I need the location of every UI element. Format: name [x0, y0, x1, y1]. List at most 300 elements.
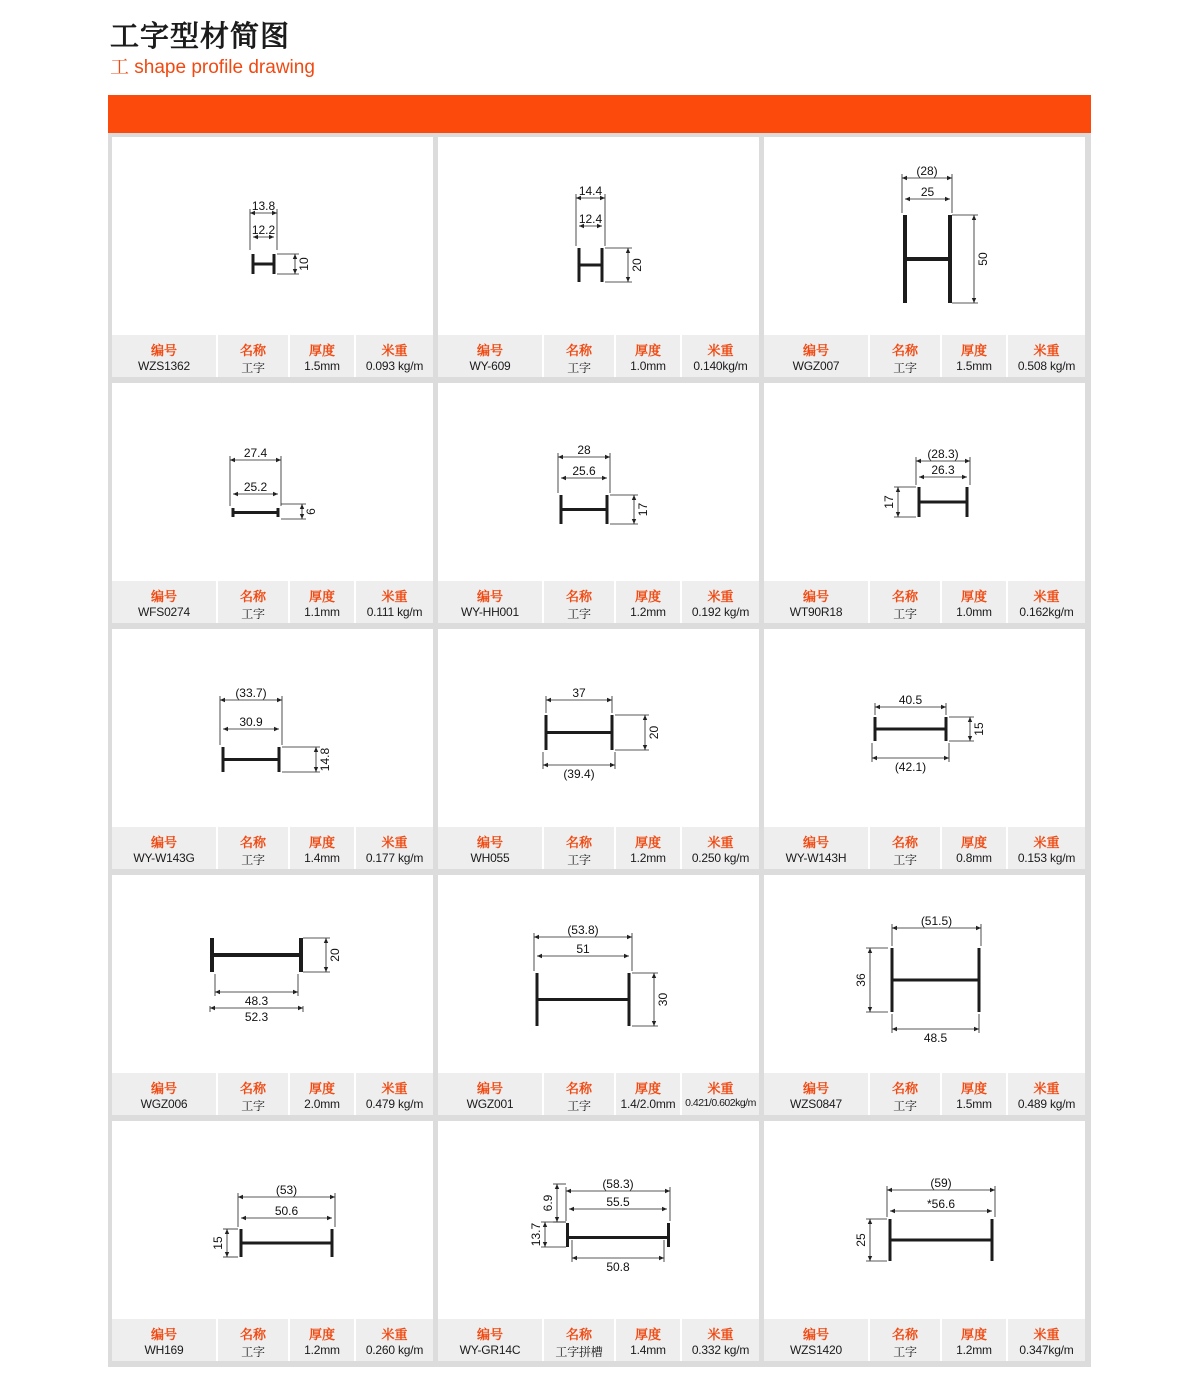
spec-thickness-cell	[616, 1319, 680, 1361]
spec-name-cell	[544, 827, 614, 869]
spec-code-value: WGZ006	[140, 1097, 188, 1111]
spec-thickness-label: 厚度	[634, 1328, 661, 1343]
profile-card	[438, 383, 759, 623]
profile-card	[112, 1121, 433, 1361]
spec-weight-cell	[682, 1319, 759, 1361]
dimension-arrow	[632, 495, 636, 500]
dimension-label: (58.3)	[602, 1177, 634, 1191]
dimension-label: 25	[854, 1233, 868, 1247]
dimension-arrow	[905, 197, 910, 201]
spec-name-value: 工字	[567, 361, 591, 375]
spec-weight-value: 0.250 kg/m	[691, 851, 750, 865]
profile-card	[764, 629, 1085, 869]
dimension-arrow	[896, 487, 900, 492]
spec-name-cell	[218, 335, 288, 377]
dimension-arrow	[569, 1207, 574, 1211]
spec-name-value: 工字	[241, 1099, 265, 1113]
dimension-label: 20	[328, 948, 342, 962]
dimension-label: 25	[920, 185, 935, 199]
spec-code-value: WZS1420	[790, 1343, 842, 1357]
dimension-label: 17	[636, 502, 650, 517]
dimension-arrow	[896, 512, 900, 517]
profile-drawing	[438, 629, 759, 827]
spec-thickness-cell	[290, 335, 354, 377]
profile-web	[241, 1242, 332, 1245]
spec-thickness-cell	[290, 1319, 354, 1361]
spec-name-label: 名称	[565, 344, 592, 359]
spec-name-cell	[870, 1319, 940, 1361]
spec-weight-value: 0.093 kg/m	[365, 359, 424, 373]
dimension-label: 15	[972, 722, 986, 736]
spec-row	[764, 1073, 1085, 1115]
spec-name-cell	[870, 1073, 940, 1115]
spec-weight-cell	[1008, 335, 1085, 377]
profile-web	[233, 511, 278, 514]
profile-web	[566, 1236, 670, 1239]
spec-code-label: 编号	[802, 590, 829, 605]
dimension-arrow	[974, 1027, 979, 1031]
spec-weight-cell	[356, 1319, 433, 1361]
header-accent-bar	[108, 95, 1091, 133]
spec-code-label: 编号	[476, 1328, 503, 1343]
dimension-arrow	[945, 197, 950, 201]
spec-thickness-value: 1.4mm	[630, 1343, 666, 1357]
dimension-label: 48.5	[923, 1031, 948, 1045]
spec-row	[438, 827, 759, 869]
spec-weight-label: 米重	[1033, 1082, 1060, 1097]
spec-weight-value: 0.332 kg/m	[691, 1343, 750, 1357]
spec-thickness-cell	[616, 335, 680, 377]
spec-weight-value: 0.347kg/m	[1019, 1343, 1074, 1357]
spec-row	[112, 827, 433, 869]
spec-thickness-cell	[942, 335, 1006, 377]
spec-name-cell	[544, 1073, 614, 1115]
spec-name-label: 名称	[565, 836, 592, 851]
spec-code-label: 编号	[150, 1328, 177, 1343]
spec-row	[764, 827, 1085, 869]
spec-weight-cell	[356, 1073, 433, 1115]
dimension-arrow	[868, 1256, 872, 1261]
dimension-label: 20	[630, 258, 644, 272]
profile-flange	[566, 1223, 569, 1247]
profile-web	[223, 758, 279, 761]
profile-web	[890, 1239, 992, 1242]
spec-name-value: 工字	[893, 607, 917, 621]
dimension-label: (53.8)	[567, 923, 599, 937]
spec-thickness-value: 1.5mm	[304, 359, 340, 373]
dimension-arrow	[215, 990, 220, 994]
dimension-arrow	[902, 176, 907, 180]
spec-name-cell	[218, 1319, 288, 1361]
spec-thickness-label: 厚度	[308, 590, 335, 605]
dimension-arrow	[916, 459, 921, 463]
profile-card	[764, 1121, 1085, 1361]
profile-card	[112, 875, 433, 1115]
spec-weight-value: 0.177 kg/m	[365, 851, 424, 865]
dimension-arrow	[558, 455, 563, 459]
dimension-arrow	[210, 1006, 215, 1010]
spec-name-label: 名称	[565, 1328, 592, 1343]
spec-weight-label: 米重	[707, 1328, 734, 1343]
profile-card	[112, 629, 433, 869]
dimension-label: 25.6	[572, 464, 596, 478]
dimension-arrow	[555, 1184, 559, 1189]
dimension-label: 37	[572, 686, 586, 700]
spec-thickness-value: 1.2mm	[630, 851, 666, 865]
spec-name-value: 工字	[241, 1345, 265, 1359]
spec-row	[438, 581, 759, 623]
spec-code-label: 编号	[802, 1082, 829, 1097]
dimension-label: 12.2	[251, 223, 276, 237]
spec-weight-value: 0.192 kg/m	[691, 605, 750, 619]
dimension-arrow	[220, 698, 225, 702]
dimension-arrow	[273, 492, 278, 496]
dimension-arrow	[624, 954, 629, 958]
dimension-label: 55.5	[606, 1195, 630, 1209]
profile-drawing	[112, 875, 433, 1073]
spec-code-cell	[438, 581, 542, 623]
dimension-arrow	[987, 1209, 992, 1213]
spec-code-value: WY-609	[469, 359, 511, 373]
dimension-arrow	[868, 1007, 872, 1012]
spec-name-value: 工字	[893, 1099, 917, 1113]
profile-card	[112, 383, 433, 623]
spec-thickness-label: 厚度	[960, 1328, 987, 1343]
dimension-label: 20	[647, 725, 661, 740]
spec-name-value: 工字	[567, 853, 591, 867]
profile-drawing	[764, 629, 1085, 827]
spec-weight-label: 米重	[381, 1082, 408, 1097]
spec-weight-value: 0.421/0.602kg/m	[685, 1097, 756, 1109]
spec-thickness-cell	[290, 1073, 354, 1115]
spec-weight-label: 米重	[1033, 590, 1060, 605]
profile-card	[438, 1121, 759, 1361]
dimension-label: (39.4)	[563, 767, 595, 781]
dimension-label: 14.4	[578, 184, 603, 198]
spec-name-cell	[218, 1073, 288, 1115]
dimension-arrow	[659, 1256, 664, 1260]
spec-weight-label: 米重	[1033, 344, 1060, 359]
dimension-label: (33.7)	[235, 686, 267, 700]
spec-name-label: 名称	[891, 836, 918, 851]
spec-code-cell	[764, 581, 868, 623]
spec-code-label: 编号	[150, 836, 177, 851]
spec-row	[112, 581, 433, 623]
spec-weight-value: 0.479 kg/m	[365, 1097, 424, 1111]
dimension-label: (28.3)	[927, 447, 959, 461]
dimension-label: (53)	[275, 1183, 298, 1197]
spec-thickness-value: 1.2mm	[630, 605, 666, 619]
spec-weight-label: 米重	[707, 1082, 734, 1097]
page-subtitle: 工 shape profile drawing	[110, 57, 315, 78]
dimension-arrow	[643, 745, 647, 750]
spec-thickness-value: 1.1mm	[304, 605, 340, 619]
dimension-arrow	[872, 756, 877, 760]
dimension-label: 27.4	[243, 446, 268, 460]
dimension-arrow	[233, 492, 238, 496]
profile-web	[579, 264, 602, 267]
spec-code-value: WY-GR14C	[459, 1343, 521, 1357]
spec-name-value: 工字	[567, 1099, 591, 1113]
dimension-arrow	[868, 1219, 872, 1224]
spec-weight-label: 米重	[707, 344, 734, 359]
spec-thickness-label: 厚度	[634, 344, 661, 359]
spec-name-cell	[544, 335, 614, 377]
dimension-arrow	[968, 736, 972, 741]
dimension-arrow	[561, 476, 566, 480]
dimension-label: 28	[577, 443, 591, 457]
spec-row	[112, 335, 433, 377]
dimension-arrow	[543, 1242, 547, 1247]
spec-name-label: 名称	[239, 344, 266, 359]
profile-drawing	[438, 875, 759, 1073]
spec-weight-value: 0.508 kg/m	[1017, 359, 1076, 373]
dimension-arrow	[652, 973, 656, 978]
profile-drawing	[764, 875, 1085, 1073]
dimension-label: 6.9	[541, 1194, 555, 1212]
spec-name-value: 工字	[241, 607, 265, 621]
spec-thickness-value: 1.4mm	[304, 851, 340, 865]
dimension-arrow	[665, 1189, 670, 1193]
dimension-arrow	[225, 1229, 229, 1234]
spec-code-value: WGZ001	[466, 1097, 514, 1111]
spec-thickness-value: 1.2mm	[304, 1343, 340, 1357]
spec-name-value: 工字	[893, 1345, 917, 1359]
dimension-label: 36	[854, 973, 868, 987]
dimension-arrow	[543, 763, 548, 767]
spec-name-label: 名称	[891, 1082, 918, 1097]
dimension-arrow	[944, 756, 949, 760]
spec-row	[764, 335, 1085, 377]
spec-name-value: 工字	[241, 853, 265, 867]
spec-name-cell	[218, 827, 288, 869]
dimension-arrow	[238, 1195, 243, 1199]
dimension-arrow	[537, 954, 542, 958]
spec-thickness-cell	[942, 581, 1006, 623]
dimension-arrow	[662, 1207, 667, 1211]
profile-drawing	[764, 383, 1085, 581]
spec-code-value: WZS0847	[790, 1097, 842, 1111]
spec-name-value: 工字	[893, 361, 917, 375]
spec-weight-label: 米重	[381, 836, 408, 851]
spec-code-value: WZS1362	[138, 359, 190, 373]
dimension-arrow	[875, 705, 880, 709]
dimension-arrow	[626, 248, 630, 253]
dimension-label: *56.6	[926, 1197, 956, 1211]
spec-thickness-label: 厚度	[308, 1082, 335, 1097]
spec-name-cell	[870, 335, 940, 377]
dimension-label: 15	[211, 1236, 225, 1250]
page-title: 工字型材简图	[110, 19, 291, 53]
dimension-label: 40.5	[898, 693, 923, 707]
dimension-arrow	[947, 176, 952, 180]
spec-code-cell	[112, 1319, 216, 1361]
dimension-label: 48.3	[244, 994, 269, 1008]
profile-drawing	[112, 383, 433, 581]
spec-thickness-label: 厚度	[308, 344, 335, 359]
dimension-arrow	[962, 475, 967, 479]
dimension-arrow	[566, 1189, 571, 1193]
spec-code-label: 编号	[802, 836, 829, 851]
dimension-label: 51	[576, 942, 590, 956]
dimension-arrow	[324, 938, 328, 943]
spec-thickness-cell	[942, 1319, 1006, 1361]
dimension-label: (51.5)	[920, 914, 953, 928]
spec-code-cell	[438, 1319, 542, 1361]
profile-drawing	[438, 137, 759, 335]
spec-name-cell	[544, 581, 614, 623]
spec-code-label: 编号	[802, 1328, 829, 1343]
profile-web	[875, 728, 946, 731]
spec-row	[112, 1319, 433, 1361]
profile-flange	[667, 1223, 670, 1247]
dimension-label: 10	[297, 257, 311, 271]
spec-code-value: WY-W143G	[133, 851, 195, 865]
spec-code-label: 编号	[802, 344, 829, 359]
spec-name-value: 工字	[893, 853, 917, 867]
spec-weight-value: 0.140kg/m	[693, 359, 748, 373]
dimension-label: 13.7	[529, 1222, 543, 1247]
spec-row	[764, 581, 1085, 623]
spec-weight-cell	[1008, 827, 1085, 869]
spec-weight-cell	[356, 827, 433, 869]
spec-code-value: WY-W143H	[785, 851, 847, 865]
spec-code-label: 编号	[476, 344, 503, 359]
spec-code-value: WGZ007	[792, 359, 840, 373]
spec-thickness-label: 厚度	[308, 836, 335, 851]
spec-thickness-label: 厚度	[960, 1082, 987, 1097]
dimension-label: 25.2	[243, 480, 268, 494]
spec-weight-cell	[1008, 1073, 1085, 1115]
spec-weight-label: 米重	[707, 836, 734, 851]
dimension-arrow	[990, 1188, 995, 1192]
spec-row	[438, 335, 759, 377]
spec-thickness-cell	[616, 1073, 680, 1115]
dimension-arrow	[965, 459, 970, 463]
dimension-arrow	[892, 1027, 897, 1031]
spec-code-label: 编号	[150, 590, 177, 605]
spec-thickness-value: 1.5mm	[956, 359, 992, 373]
spec-thickness-cell	[290, 581, 354, 623]
spec-name-label: 名称	[891, 1328, 918, 1343]
spec-weight-value: 0.111 kg/m	[366, 605, 423, 619]
dimension-arrow	[892, 926, 897, 930]
spec-thickness-value: 1.4/2.0mm	[620, 1097, 676, 1111]
spec-code-cell	[112, 335, 216, 377]
profile-card	[764, 137, 1085, 377]
profile-web	[919, 501, 967, 504]
spec-thickness-cell	[942, 827, 1006, 869]
dimension-arrow	[607, 698, 612, 702]
profile-card	[438, 629, 759, 869]
dimension-label: 6	[304, 508, 318, 515]
spec-code-cell	[438, 1073, 542, 1115]
profile-card	[764, 383, 1085, 623]
dimension-arrow	[972, 215, 976, 220]
dimension-arrow	[327, 1216, 332, 1220]
spec-thickness-value: 2.0mm	[304, 1097, 340, 1111]
spec-weight-label: 米重	[1033, 836, 1060, 851]
dimension-label: (28)	[916, 164, 938, 178]
profile-grid	[108, 133, 1091, 1367]
spec-weight-cell	[682, 335, 759, 377]
dimension-arrow	[941, 705, 946, 709]
spec-weight-label: 米重	[381, 590, 408, 605]
dimension-arrow	[276, 458, 281, 462]
spec-name-label: 名称	[565, 590, 592, 605]
spec-name-label: 名称	[239, 1328, 266, 1343]
dimension-arrow	[626, 277, 630, 282]
spec-weight-label: 米重	[1033, 1328, 1060, 1343]
spec-row	[112, 1073, 433, 1115]
spec-weight-value: 0.153 kg/m	[1017, 851, 1076, 865]
dimension-label: 12.4	[578, 212, 603, 226]
spec-code-cell	[764, 1073, 868, 1115]
spec-weight-cell	[1008, 1319, 1085, 1361]
profile-drawing	[438, 383, 759, 581]
spec-row	[438, 1319, 759, 1361]
spec-thickness-label: 厚度	[634, 1082, 661, 1097]
spec-name-cell	[218, 581, 288, 623]
spec-weight-value: 0.260 kg/m	[365, 1343, 424, 1357]
dimension-arrow	[652, 1021, 656, 1026]
spec-name-label: 名称	[239, 590, 266, 605]
dimension-label: 52.3	[244, 1010, 269, 1024]
spec-weight-cell	[682, 827, 759, 869]
dimension-arrow	[887, 1188, 892, 1192]
spec-thickness-cell	[942, 1073, 1006, 1115]
spec-weight-cell	[682, 581, 759, 623]
dimension-arrow	[298, 1006, 303, 1010]
profile-drawing	[112, 137, 433, 335]
profile-web	[561, 508, 607, 511]
spec-thickness-label: 厚度	[960, 836, 987, 851]
spec-code-label: 编号	[150, 344, 177, 359]
spec-name-value: 工字拼槽	[555, 1345, 603, 1359]
dimension-arrow	[330, 1195, 335, 1199]
dimension-arrow	[546, 698, 551, 702]
spec-name-label: 名称	[891, 344, 918, 359]
profile-drawing	[112, 1121, 433, 1319]
spec-code-cell	[438, 827, 542, 869]
spec-thickness-value: 1.0mm	[630, 359, 666, 373]
spec-weight-cell	[356, 335, 433, 377]
dimension-arrow	[627, 935, 632, 939]
dimension-label: 26.3	[931, 463, 955, 477]
dimension-arrow	[293, 990, 298, 994]
spec-name-label: 名称	[239, 836, 266, 851]
spec-thickness-value: 1.2mm	[956, 1343, 992, 1357]
profile-card	[438, 875, 759, 1115]
spec-thickness-label: 厚度	[960, 590, 987, 605]
dimension-arrow	[572, 1256, 577, 1260]
spec-code-cell	[112, 1073, 216, 1115]
dimension-arrow	[632, 519, 636, 524]
spec-weight-cell	[682, 1073, 759, 1115]
dimension-arrow	[543, 1222, 547, 1227]
spec-name-cell	[870, 581, 940, 623]
dimension-label: 17	[882, 495, 896, 509]
dimension-arrow	[868, 948, 872, 953]
dimension-arrow	[610, 763, 615, 767]
spec-thickness-value: 0.8mm	[956, 851, 992, 865]
spec-weight-label: 米重	[707, 590, 734, 605]
spec-code-cell	[764, 1319, 868, 1361]
dimension-arrow	[602, 476, 607, 480]
dimension-arrow	[919, 475, 924, 479]
spec-code-label: 编号	[150, 1082, 177, 1097]
profile-web	[212, 953, 301, 957]
